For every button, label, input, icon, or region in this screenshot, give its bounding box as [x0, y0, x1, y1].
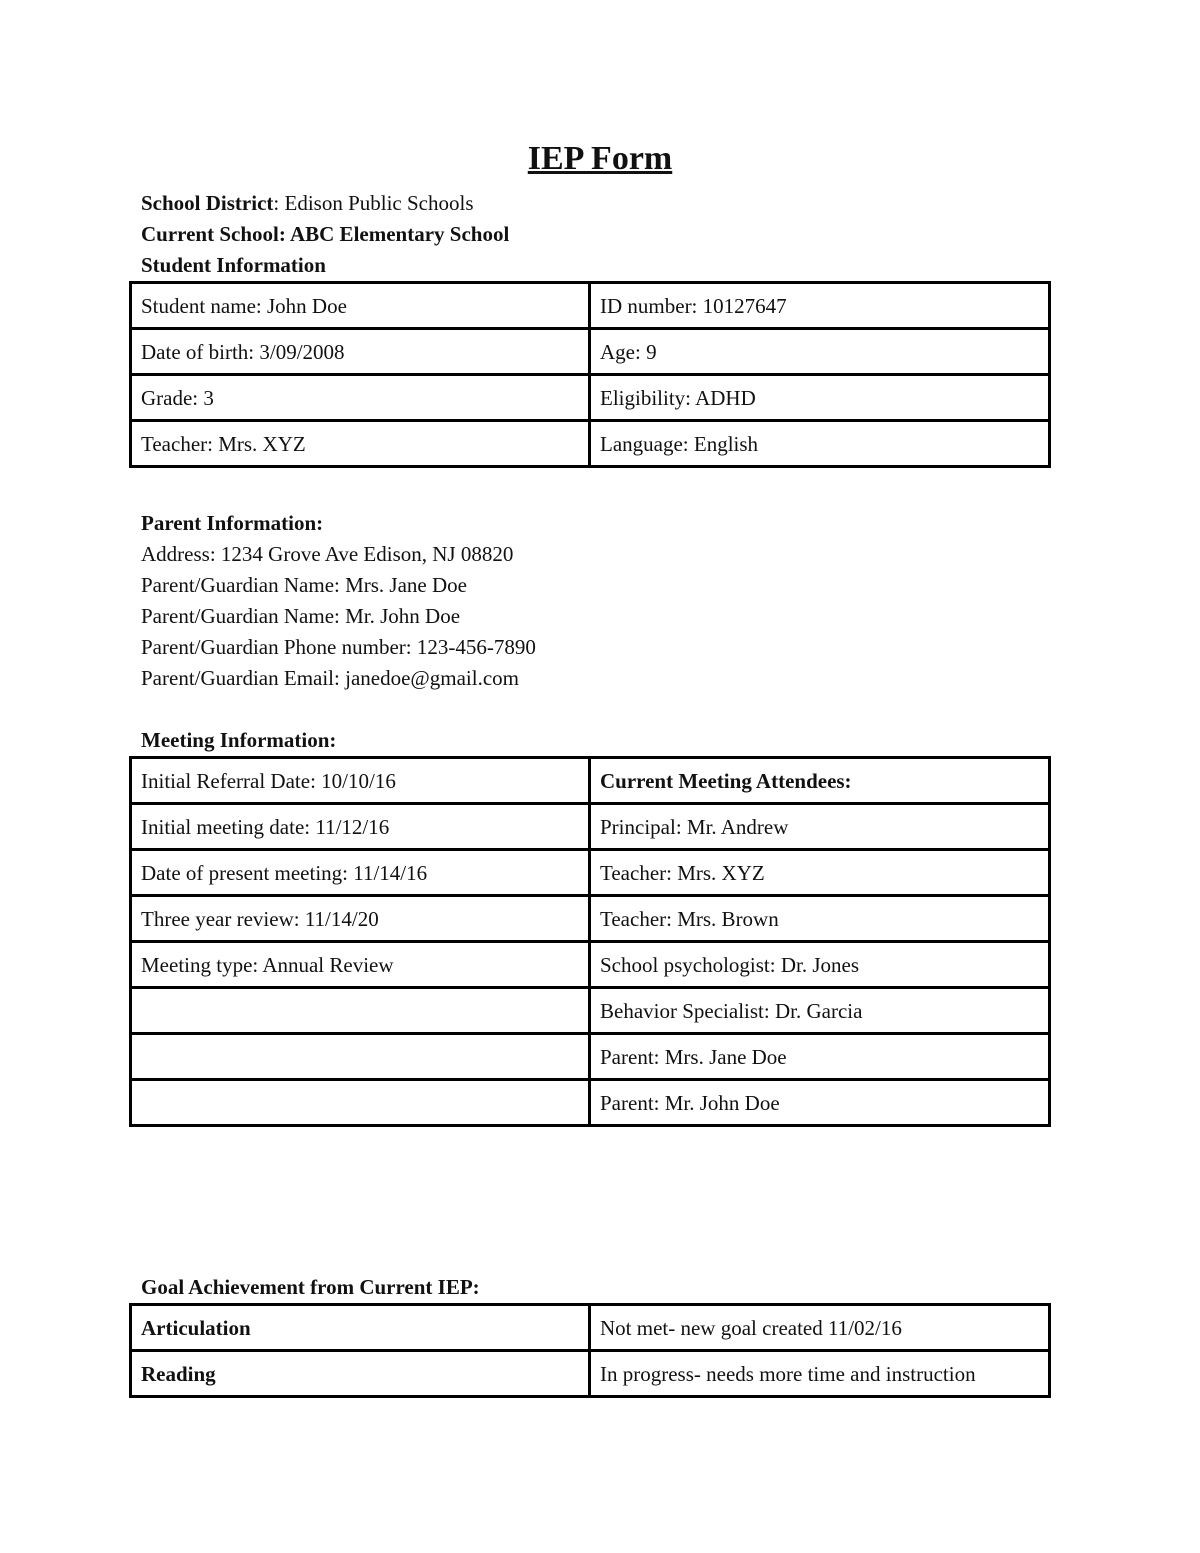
meeting-info-table: [129, 756, 1051, 1127]
parent-address: Address: 1234 Grove Ave Edison, NJ 08820: [141, 542, 514, 566]
eligibility-cell: Eligibility: ADHD: [590, 375, 1050, 421]
attendee-cell: Teacher: Mrs. XYZ: [590, 850, 1050, 896]
goal-area-cell: Reading: [131, 1351, 590, 1397]
parent-email: Parent/Guardian Email: janedoe@gmail.com: [141, 666, 519, 690]
current-school-label: Current School: [141, 222, 279, 246]
table-row: [131, 850, 1050, 896]
attendee-cell: Behavior Specialist: Dr. Garcia: [590, 988, 1050, 1034]
grade-cell: Grade: 3: [131, 375, 590, 421]
meeting-type-cell: Meeting type: Annual Review: [131, 942, 590, 988]
student-name-cell: Student name: John Doe: [131, 283, 590, 329]
table-row: [131, 1034, 1050, 1080]
goal-status-cell: In progress- needs more time and instruction: [590, 1351, 1050, 1397]
current-school-line: Current School: ABC Elementary School: [141, 222, 510, 246]
attendee-cell: Principal: Mr. Andrew: [590, 804, 1050, 850]
id-number-cell: ID number: 10127647: [590, 283, 1050, 329]
table-row: [131, 942, 1050, 988]
attendee-cell: School psychologist: Dr. Jones: [590, 942, 1050, 988]
goals-heading: Goal Achievement from Current IEP:: [141, 1275, 480, 1299]
attendee-cell: Parent: Mr. John Doe: [590, 1080, 1050, 1126]
table-row: [131, 896, 1050, 942]
parent-guardian-name-1: Parent/Guardian Name: Mrs. Jane Doe: [141, 573, 467, 597]
current-school-value: ABC Elementary School: [289, 222, 510, 246]
empty-cell: [131, 1080, 590, 1126]
attendee-cell: Teacher: Mrs. Brown: [590, 896, 1050, 942]
table-row: [131, 329, 1050, 375]
empty-cell: [131, 988, 590, 1034]
parent-info-heading: Parent Information:: [141, 511, 324, 535]
parent-phone: Parent/Guardian Phone number: 123-456-7890: [141, 635, 536, 659]
table-row: [131, 804, 1050, 850]
table-row: [131, 375, 1050, 421]
attendee-cell: Parent: Mrs. Jane Doe: [590, 1034, 1050, 1080]
table-row: [131, 1080, 1050, 1126]
age-cell: Age: 9: [590, 329, 1050, 375]
table-row: [131, 758, 1050, 804]
table-row: [131, 1351, 1050, 1397]
table-row: [131, 1305, 1050, 1351]
teacher-cell: Teacher: Mrs. XYZ: [131, 421, 590, 467]
present-meeting-date-cell: Date of present meeting: 11/14/16: [131, 850, 590, 896]
date-of-birth-cell: Date of birth: 3/09/2008: [131, 329, 590, 375]
goal-status-cell: Not met- new goal created 11/02/16: [590, 1305, 1050, 1351]
table-row: [131, 988, 1050, 1034]
goal-area-cell: Articulation: [131, 1305, 590, 1351]
three-year-review-cell: Three year review: 11/14/20: [131, 896, 590, 942]
school-district-value: Edison Public Schools: [284, 191, 474, 215]
initial-referral-date-cell: Initial Referral Date: 10/10/16: [131, 758, 590, 804]
parent-guardian-name-2: Parent/Guardian Name: Mr. John Doe: [141, 604, 461, 628]
language-cell: Language: English: [590, 421, 1050, 467]
table-row: [131, 421, 1050, 467]
table-row: [131, 283, 1050, 329]
school-district-line: School District: Edison Public Schools: [141, 191, 474, 215]
meeting-info-heading: Meeting Information:: [141, 728, 337, 752]
empty-cell: [131, 1034, 590, 1080]
attendees-heading-cell: Current Meeting Attendees:: [590, 758, 1050, 804]
student-info-heading: Student Information: [141, 253, 326, 277]
page-title: IEP Form: [527, 140, 673, 177]
student-info-table: [129, 281, 1051, 468]
initial-meeting-date-cell: Initial meeting date: 11/12/16: [131, 804, 590, 850]
goals-table: [129, 1303, 1051, 1398]
school-district-label: School District: [141, 191, 274, 215]
